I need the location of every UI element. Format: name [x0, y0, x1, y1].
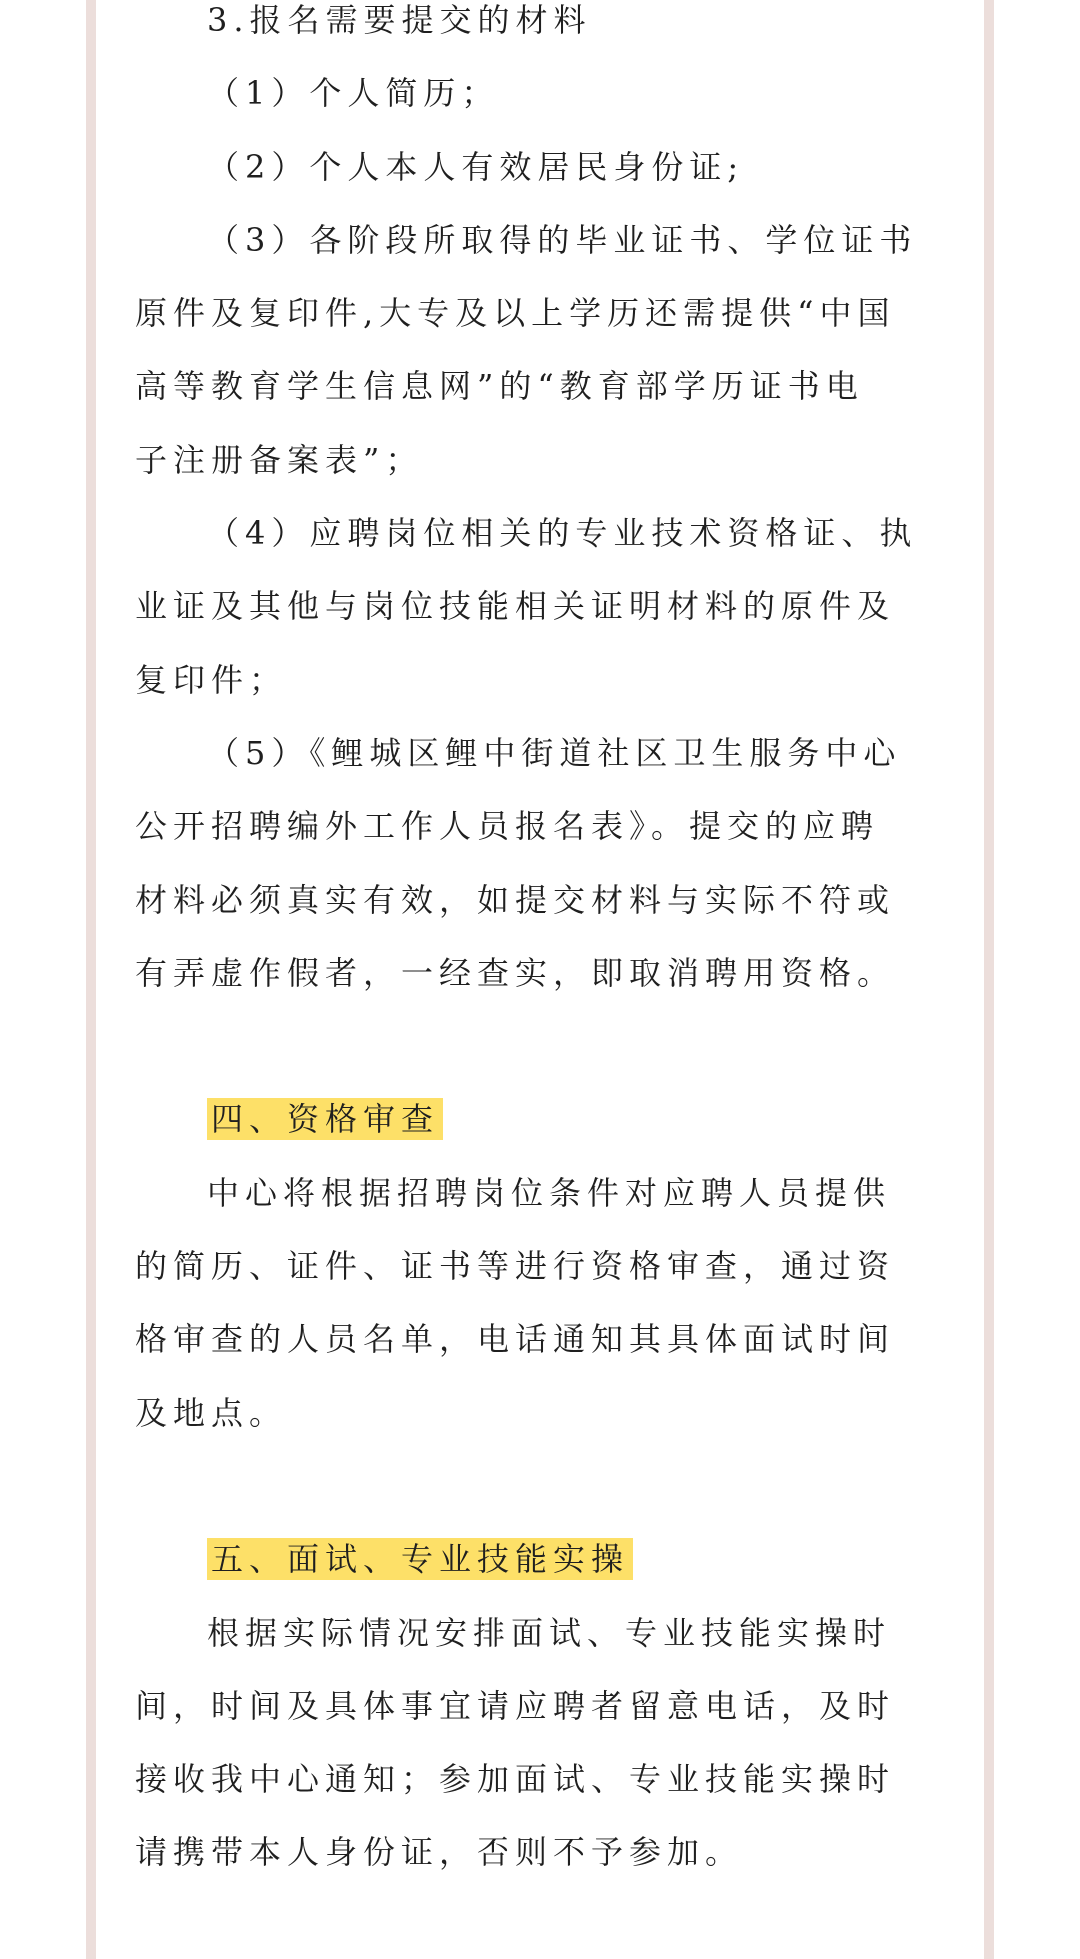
right-border	[984, 0, 994, 1959]
item-5-line: 材料必须真实有效，如提交材料与实际不符或	[135, 880, 896, 919]
item-2: （2）个人本人有效居民身份证;	[207, 147, 745, 186]
section4-line: 的简历、证件、证书等进行资格审查，通过资	[135, 1247, 896, 1286]
left-border	[86, 0, 96, 1959]
section4-line: 中心将根据招聘岗位条件对应聘人员提供	[207, 1173, 892, 1212]
section4-line: 及地点。	[135, 1393, 288, 1432]
section5-heading: 五、面试、专业技能实操	[207, 1538, 633, 1580]
item-5-line: 有弄虚作假者，一经查实，即取消聘用资格。	[135, 953, 896, 992]
section4-heading-row	[135, 1083, 945, 1156]
item-4-line: （4）应聘岗位相关的专业技术资格证、执	[207, 514, 918, 553]
section5-line: 接收我中心通知；参加面试、专业技能实操时	[135, 1760, 896, 1799]
item-5-line: （5）《鲤城区鲤中街道社区卫生服务中心	[207, 733, 902, 772]
section5-line: 间，时间及具体事宜请应聘者留意电话，及时	[135, 1686, 896, 1725]
section3-title: 3.报名需要提交的材料	[207, 1, 592, 39]
section4-line: 格审查的人员名单，电话通知其具体面试时间	[135, 1320, 896, 1359]
section5-line: 请携带本人身份证，否则不予参加。	[135, 1833, 744, 1872]
spacer	[135, 1010, 945, 1083]
item-4-line: 业证及其他与岗位技能相关证明材料的原件及	[135, 587, 896, 626]
item-3-line: （3）各阶段所取得的毕业证书、学位证书	[207, 220, 918, 259]
item-1: （1）个人简历；	[207, 74, 500, 113]
item-3-line: 子注册备案表”；	[135, 440, 424, 479]
section5-line: 根据实际情况安排面试、专业技能实操时	[207, 1613, 892, 1652]
item-3-line: 原件及复印件,大专及以上学历还需提供“中国	[135, 294, 896, 333]
item-4-line: 复印件；	[135, 660, 288, 699]
item-3-line: 高等教育学生信息网”的“教育部学历证书电	[135, 367, 864, 406]
item-5-line: 公开招聘编外工作人员报名表》。提交的应聘	[135, 807, 880, 846]
spacer	[135, 1450, 945, 1523]
section5-heading-row	[135, 1523, 945, 1596]
article-body	[135, 0, 945, 1906]
section4-heading: 四、资格审查	[207, 1098, 443, 1140]
